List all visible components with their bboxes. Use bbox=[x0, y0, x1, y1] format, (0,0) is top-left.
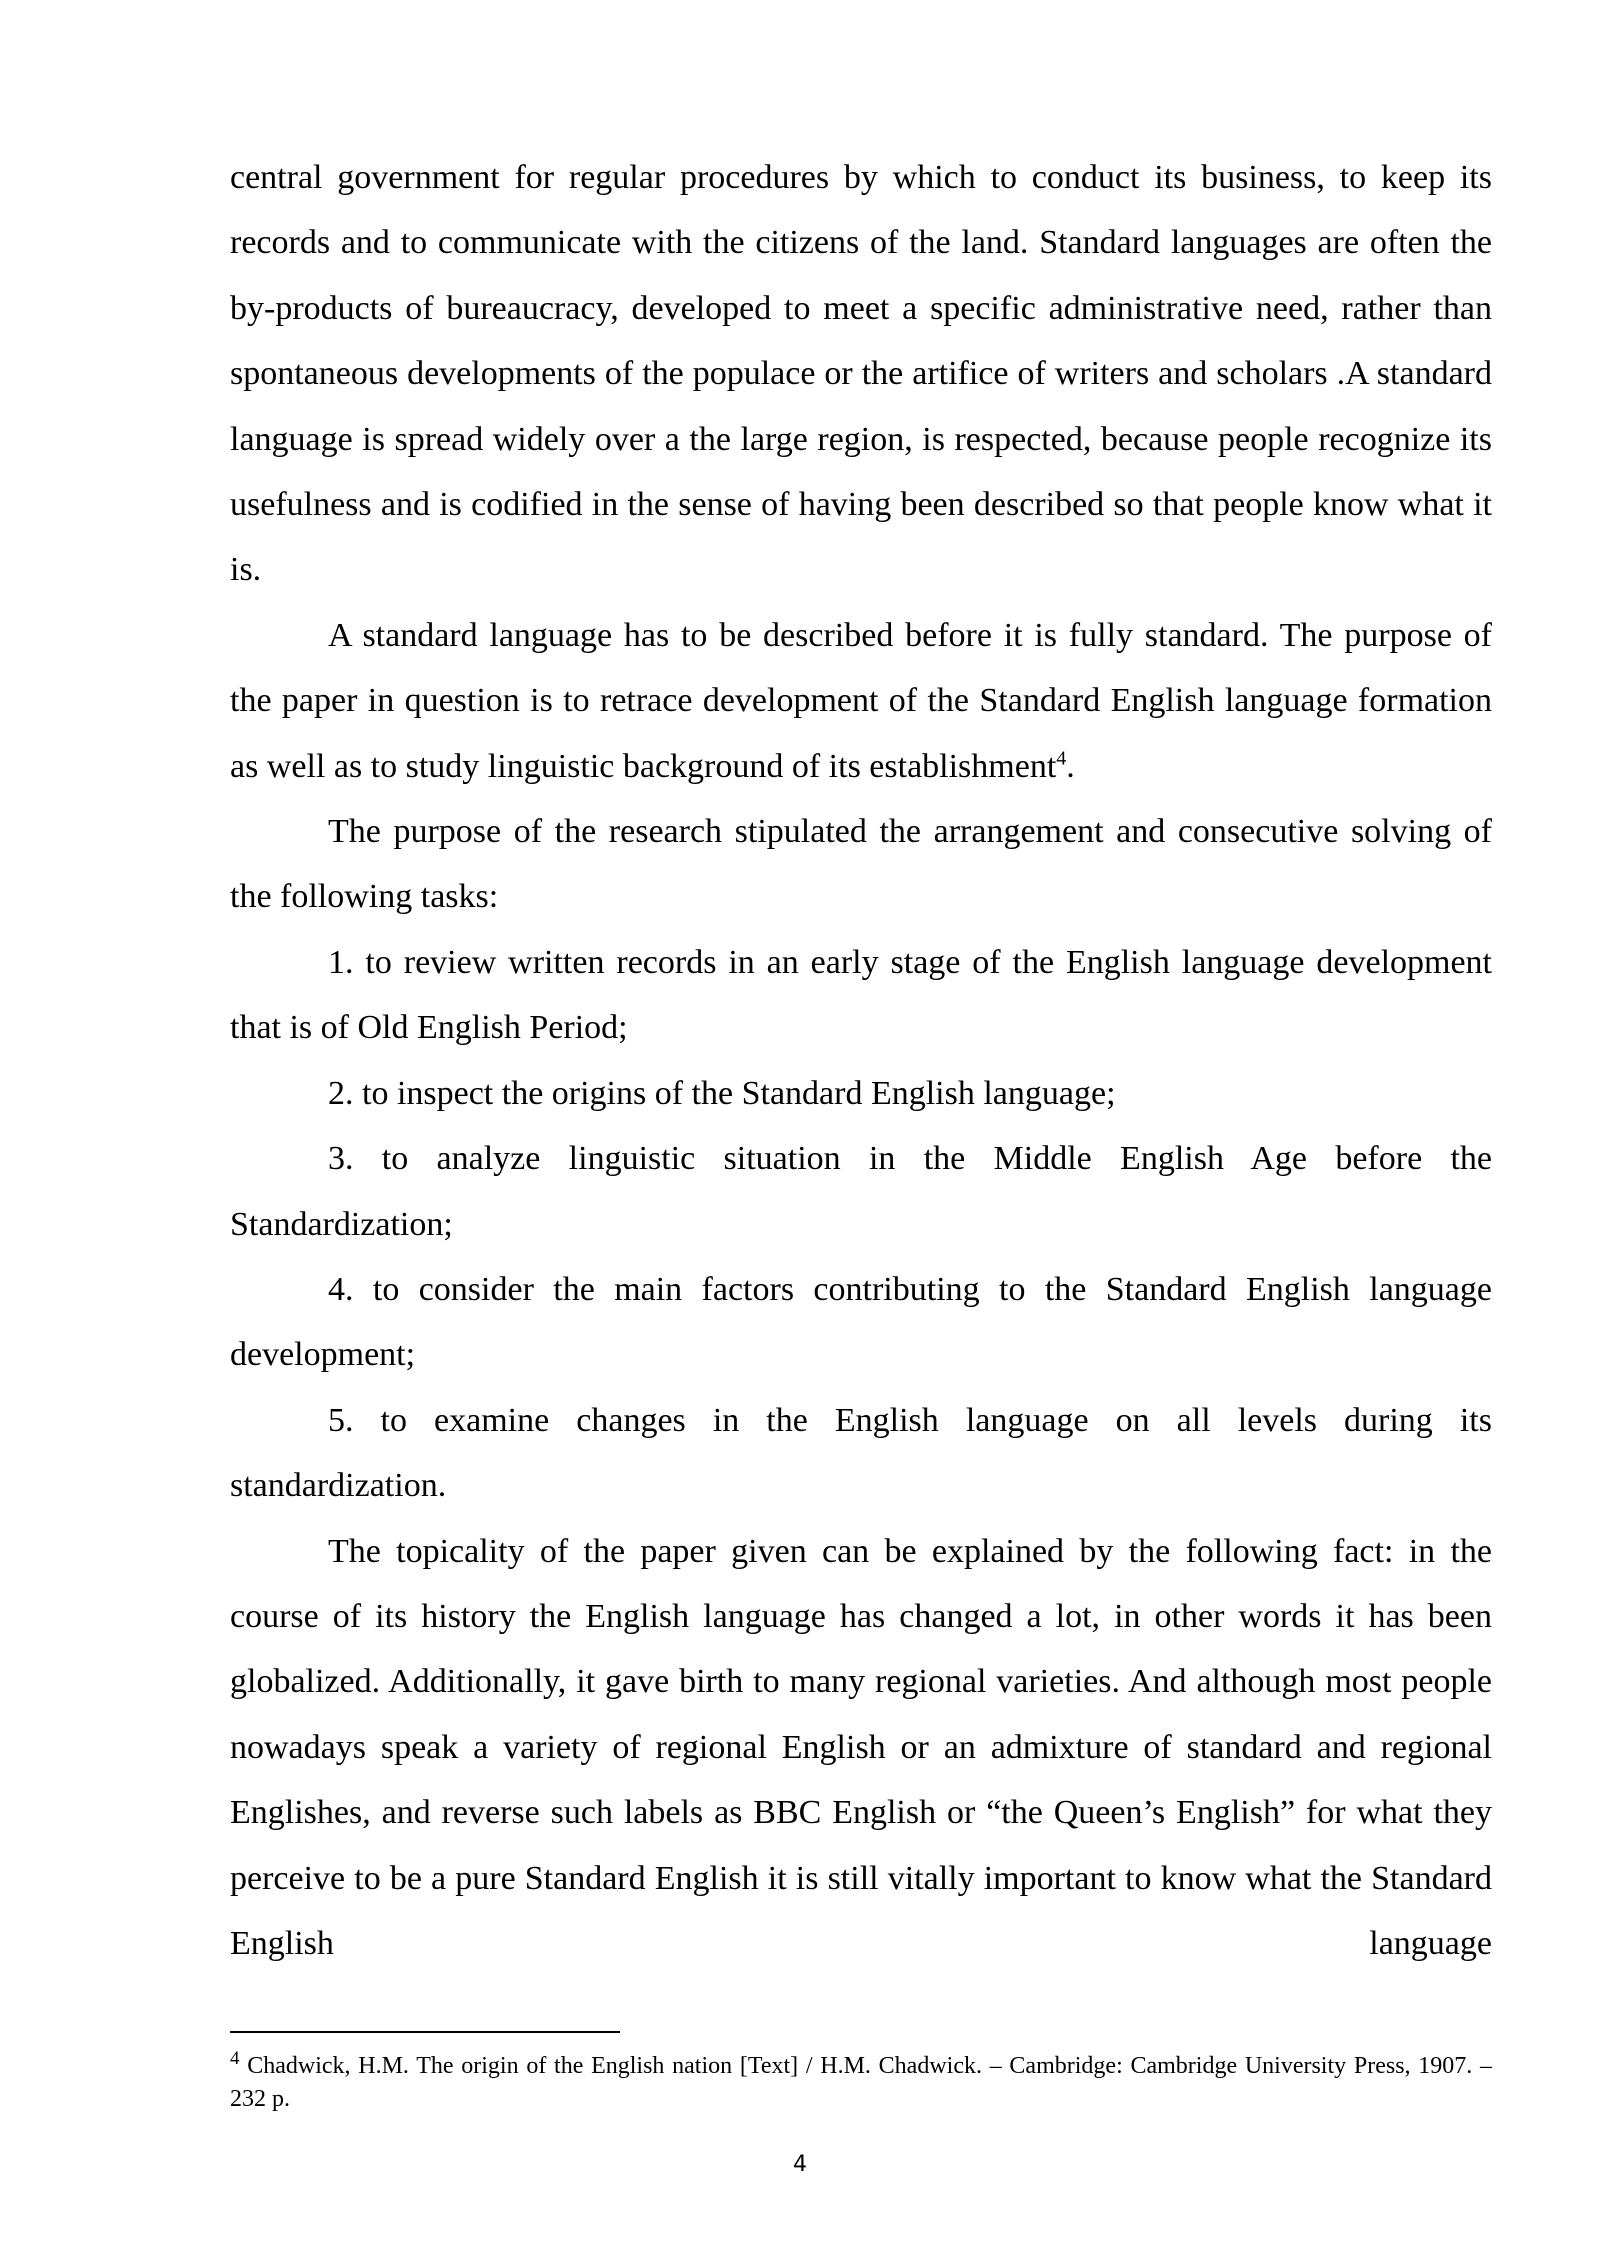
task-item-5 bbox=[230, 1388, 1492, 1519]
paragraph-text: A standard language has to be described before it is fully standard. The purpose of the paper in question is to retrace development of the Standard English language formation as well as to study linguistic background of its establishment bbox=[230, 616, 1492, 785]
task-text: 3. to analyze linguistic situation in the Middle English Age before the Standardization; bbox=[230, 1140, 1492, 1243]
footnote-reference[interactable]: 4 bbox=[1056, 747, 1067, 770]
task-item-4 bbox=[230, 1257, 1492, 1388]
paragraph-topicality bbox=[230, 1519, 1492, 1977]
task-item-2 bbox=[230, 1061, 1492, 1126]
paragraph-text-end: . bbox=[1066, 747, 1075, 785]
task-text: 2. to inspect the origins of the Standard English language; bbox=[328, 1074, 1116, 1112]
task-text: 4. to consider the main factors contributing to the Standard English language development; bbox=[230, 1270, 1492, 1374]
body-text bbox=[230, 145, 1492, 1976]
footnote-text: Chadwick, H.M. The origin of the English nation [Text] / H.M. Chadwick. – Cambridge: Cambridge University Press, 1907. – 232 p. bbox=[230, 2053, 1492, 2112]
paragraph-standard-languages-intro bbox=[230, 145, 1492, 603]
paragraph-purpose bbox=[230, 603, 1492, 799]
paragraph-text: The topicality of the paper given can be explained by the following fact: in the course of its history the English language has changed a lot, in other words it has been globalized. Additionally, it gave birth to many regional varieties. And although most people nowadays speak a variety of regional English or an admixture of standard and regional Englishes, and reverse such labels as BBC English or “the Queen’s English” for what they perceive to be a pure Standard English it is still vitally important to know what the Standard English language bbox=[230, 1532, 1492, 1962]
footnote-separator bbox=[230, 2031, 620, 2033]
footnote bbox=[230, 2050, 1492, 2116]
task-item-1 bbox=[230, 930, 1492, 1061]
paragraph-text: The purpose of the research stipulated the arrangement and consecutive solving of the following tasks: bbox=[230, 813, 1492, 916]
task-text: 1. to review written records in an early stage of the English language development that is of Old English Period; bbox=[230, 943, 1492, 1047]
task-text: 5. to examine changes in the English language on all levels during its standardization. bbox=[230, 1401, 1492, 1505]
task-item-3 bbox=[230, 1126, 1492, 1257]
footnote-number: 4 bbox=[230, 2048, 240, 2069]
paragraph-tasks-intro bbox=[230, 799, 1492, 930]
paragraph-text: central government for regular procedures by which to conduct its business, to keep its records and to communicate with the citizens of the land. Standard languages are often the by-products of bureaucracy, developed to meet a specific administrative need, rather than spontaneous developments of the populace or the artifice of writers and scholars .A standard language is spread widely over a the large region, is respected, because people recognize its usefulness and is codified in the sense of having been described so that people know what it is. bbox=[230, 159, 1492, 589]
page-number: 4 bbox=[793, 2152, 807, 2177]
